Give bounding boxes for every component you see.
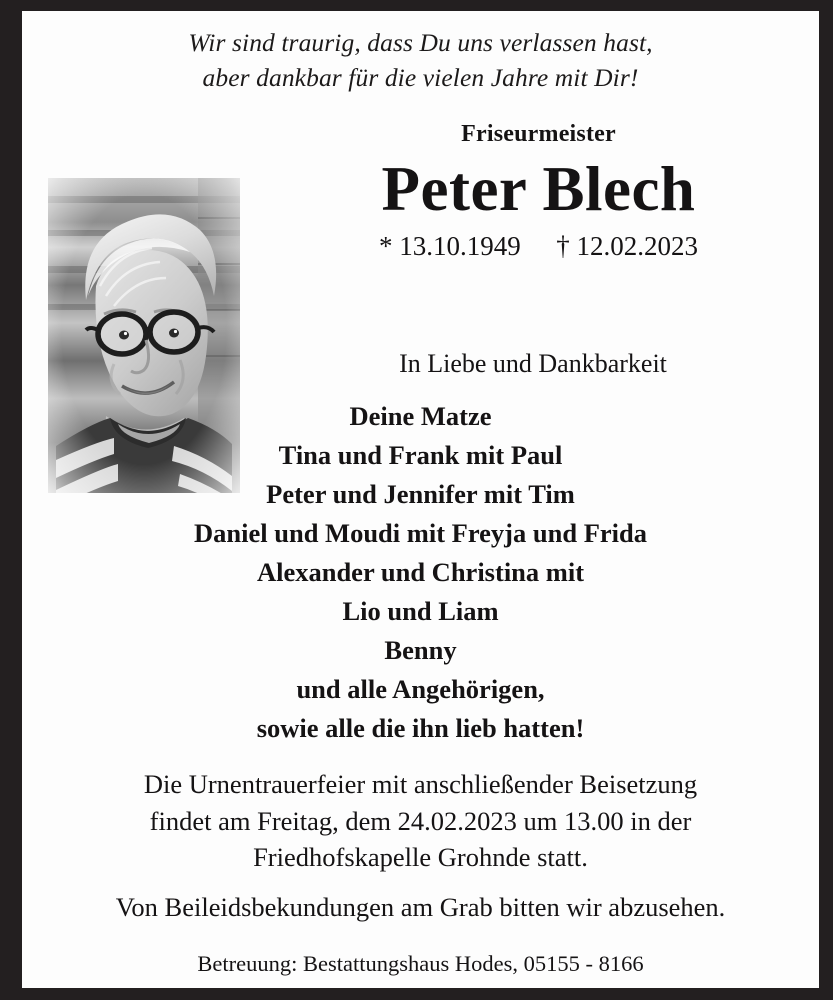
deceased-name: Peter Blech xyxy=(381,154,696,224)
service-line-3: Friedhofskapelle Grohnde statt. xyxy=(253,842,588,872)
list-item: sowie alle die ihn lieb hatten! xyxy=(256,713,585,743)
funeral-home-credit: Betreuung: Bestattungshaus Hodes, 05155 - 8166 xyxy=(197,951,644,976)
death-date: 12.02.2023 xyxy=(576,231,698,261)
list-item: Lio und Liam xyxy=(342,596,499,626)
dedication-text: In Liebe und Dankbarkeit xyxy=(399,349,667,378)
notice-paper xyxy=(22,11,819,988)
list-item: Alexander und Christina mit xyxy=(256,557,585,587)
death-symbol: † xyxy=(556,231,570,261)
verse-line-1: Wir sind traurig, dass Du uns verlassen hast, xyxy=(188,28,653,57)
opening-verse xyxy=(22,25,819,95)
list-item: Tina und Frank mit Paul xyxy=(278,440,563,470)
list-item: Peter und Jennifer mit Tim xyxy=(266,479,575,509)
birth-symbol: * xyxy=(379,231,393,261)
list-item: Benny xyxy=(384,635,457,665)
service-line-1: Die Urnentrauerfeier mit anschließender Beisetzung xyxy=(143,769,698,799)
mourners-list xyxy=(22,397,819,748)
birth-date: 13.10.1949 xyxy=(399,231,521,261)
list-item: Daniel und Moudi mit Freyja und Frida xyxy=(193,518,647,548)
list-item: Deine Matze xyxy=(349,401,492,431)
life-dates xyxy=(258,229,819,263)
profession-title: Friseurmeister xyxy=(461,121,616,147)
deceased-block xyxy=(258,119,819,263)
verse-line-2: aber dankbar für die vielen Jahre mit Dir! xyxy=(202,63,639,92)
service-details xyxy=(22,766,819,876)
service-line-2: findet am Freitag, dem 24.02.2023 um 13.00 in der xyxy=(149,805,692,836)
condolence-request-note: Von Beileidsbekundungen am Grab bitten wir abzusehen. xyxy=(115,892,726,922)
list-item: und alle Angehörigen, xyxy=(296,674,545,704)
